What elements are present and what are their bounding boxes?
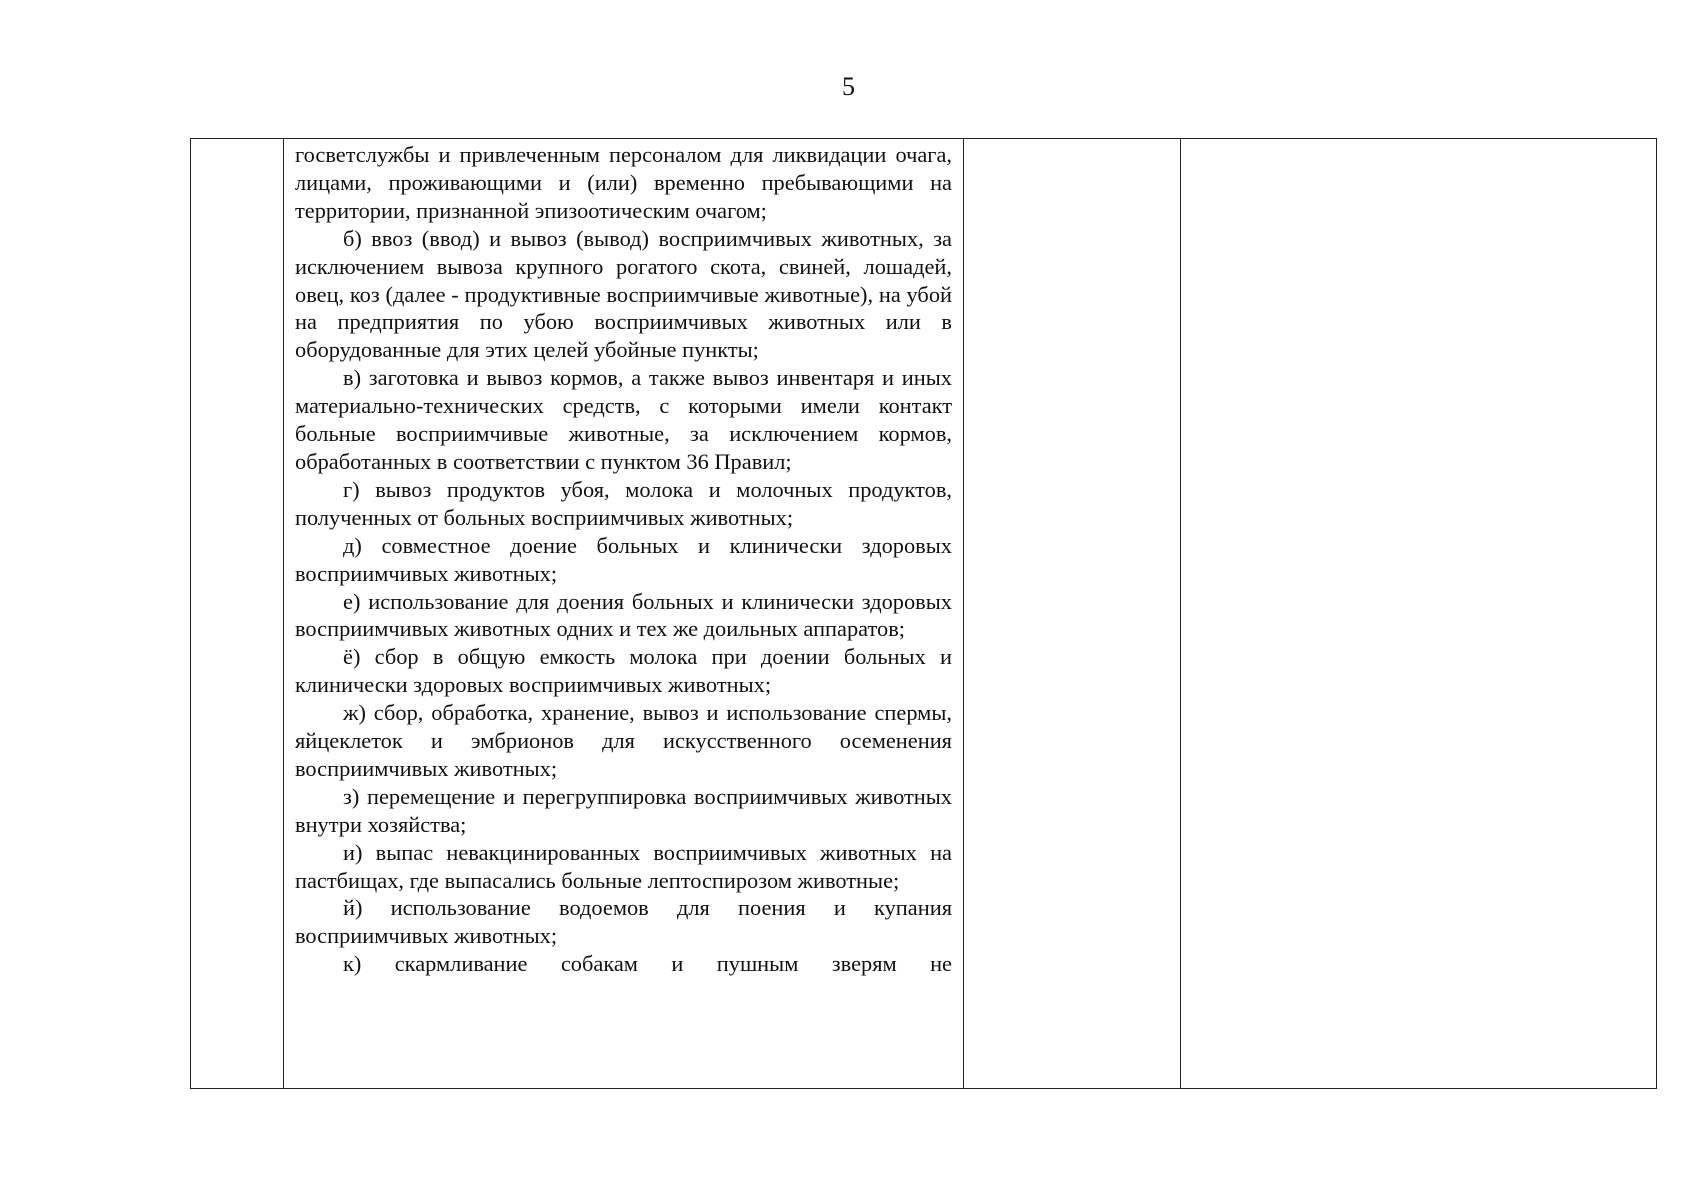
paragraph-i: и) выпас невакцинированных восприимчивых животных на пастбищах, где выпасались больные лептоспирозом животные; <box>295 839 952 893</box>
table-cell-empty-1 <box>964 139 1181 1089</box>
table-cell-text <box>284 139 964 1089</box>
paragraph-v: в) заготовка и вывоз кормов, а также вывоз инвентаря и иных материально-технических средств, с которыми имели контакт больные восприимчивые животные, за исключением кормов, обработанных в соответствии с пунктом 36 Правил; <box>295 365 952 474</box>
paragraph-e: е) использование для доения больных и клинически здоровых восприимчивых животных одних и тех же доильных аппаратов; <box>295 588 952 642</box>
paragraph-g: г) вывоз продуктов убоя, молока и молочных продуктов, полученных от больных восприимчивых животных; <box>295 476 952 530</box>
table-cell-number <box>191 139 284 1089</box>
paragraph-d: д) совместное доение больных и клинически здоровых восприимчивых животных; <box>295 532 952 586</box>
paragraph-zh: ж) сбор, обработка, хранение, вывоз и использование спермы, яйцеклеток и эмбрионов для искусственного осеменения восприимчивых животных; <box>295 700 952 781</box>
paragraph-b: б) ввоз (ввод) и вывоз (вывод) восприимчивых животных, за исключением вывоза крупного рогатого скота, свиней, лошадей, овец, коз (далее - продуктивные восприимчивые животные), на убой на предприятия по убою восприимчивых животных или в оборудованные для этих целей убойные пункты; <box>295 225 952 363</box>
paragraph-0: госветслужбы и привлеченным персоналом для ликвидации очага, лицами, проживающими и (или) временно пребывающими на территории, признанной эпизоотическим очагом; <box>295 142 952 223</box>
page-number: 5 <box>842 72 855 101</box>
table-row <box>191 139 1657 1089</box>
paragraph-y: й) использование водоемов для поения и купания восприимчивых животных; <box>295 895 952 949</box>
table-cell-empty-2 <box>1181 139 1657 1089</box>
paragraph-yo: ё) сбор в общую емкость молока при доении больных и клинически здоровых восприимчивых животных; <box>295 644 952 698</box>
paragraph-z: з) перемещение и перегруппировка восприимчивых животных внутри хозяйства; <box>295 783 952 837</box>
paragraph-k: к) скармливание собакам и пушным зверям не <box>343 951 952 977</box>
document-table <box>190 138 1657 1089</box>
